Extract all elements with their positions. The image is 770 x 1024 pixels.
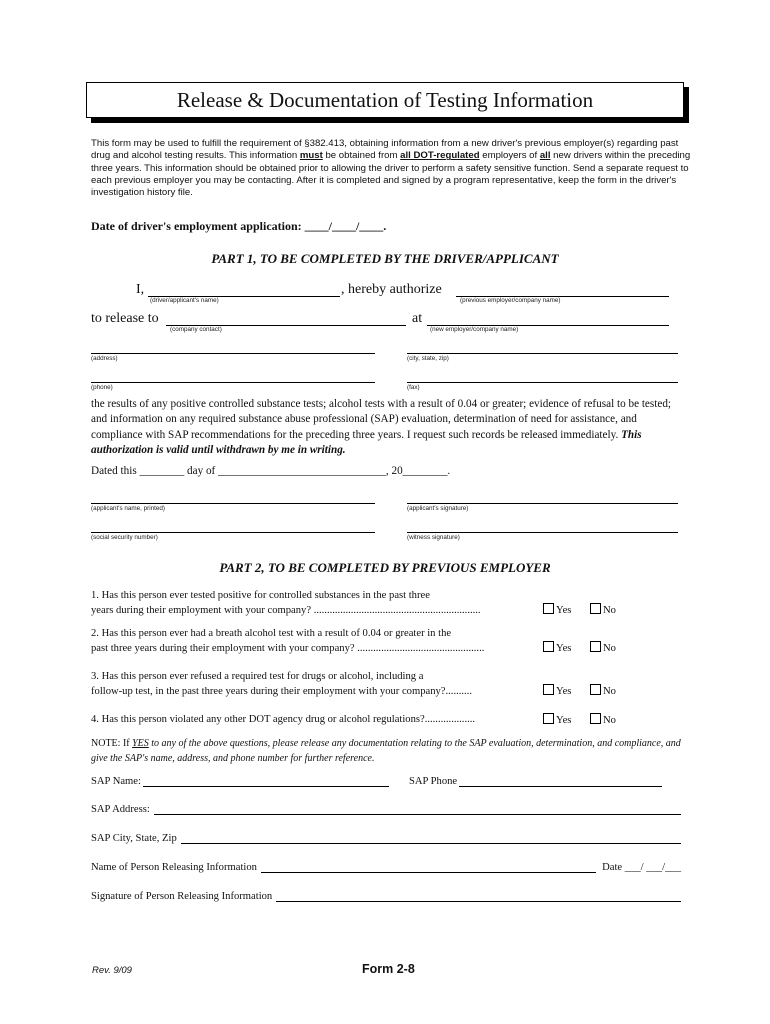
company-contact-caption: (company contact) [170, 326, 222, 333]
question-1: 1. Has this person ever tested positive for controlled substances in the past three years during their employment with your company? ............................................................... [91, 590, 481, 616]
driver-name-caption: (driver/applicant's name) [150, 297, 219, 304]
q4-no-checkbox[interactable] [590, 713, 601, 724]
q1-yes-option[interactable]: Yes [543, 603, 571, 616]
q3-no-option[interactable]: No [590, 684, 616, 697]
part1-heading: PART 1, TO BE COMPLETED BY THE DRIVER/APPLICANT [211, 251, 559, 266]
form-number: Form 2-8 [362, 962, 415, 976]
q1-yes-checkbox[interactable] [543, 603, 554, 614]
dated-this-line: Dated this ________ day of ______________________________, 20________. [91, 465, 451, 477]
form-title-box [86, 82, 684, 118]
question-3: 3. Has this person ever refused a required test for drugs or alcohol, including a follow-up test, in the past three years during their employment with your company?.......... [91, 671, 472, 697]
application-date-label: Date of driver's employment application: ____/____/____. [91, 219, 387, 233]
q3-yes-checkbox[interactable] [543, 684, 554, 695]
authorization-paragraph: the results of any positive controlled substance tests; alcohol tests with a result of 0.04 or greater; evidence of refusal to be tested; and information on any required substance abuse professional (SAP) evaluation, determination of need for assistance, and compliance with SAP recommendations for the preceding three years. I request such records be released immediately. This authorization is valid until withdrawn by me in writing. [91, 398, 672, 456]
witness-caption: (witness signature) [407, 534, 460, 541]
sap-name-field[interactable] [143, 775, 389, 787]
sap-phone-label: SAP Phone [408, 776, 458, 787]
q2-yes-checkbox[interactable] [543, 641, 554, 652]
sap-name-label: SAP Name: [91, 776, 141, 787]
fax-field[interactable] [407, 382, 678, 383]
q2-no-checkbox[interactable] [590, 641, 601, 652]
releasing-signature-row [91, 890, 681, 902]
phone-field[interactable] [91, 382, 375, 383]
part2-heading: PART 2, TO BE COMPLETED BY PREVIOUS EMPLOYER [219, 560, 551, 575]
applicant-name-caption: (applicant's name, printed) [91, 505, 166, 512]
releasing-name-field[interactable] [261, 861, 596, 873]
releasing-signature-label: Signature of Person Releasing Information [91, 891, 273, 902]
sap-name-row [91, 775, 681, 787]
release-to-label: to release to [91, 311, 159, 326]
sap-note: NOTE: If YES to any of the above questions, please release any documentation relating to the SAP evaluation, determination, and compliance, and give the SAP's name, address, and phone number for further reference. [91, 738, 681, 764]
ssn-caption: (social security number) [91, 534, 158, 541]
q1-no-checkbox[interactable] [590, 603, 601, 614]
q2-yes-option[interactable]: Yes [543, 641, 571, 654]
intro-paragraph: This form may be used to fulfill the requirement of §382.413, obtaining information from a new driver's previous employer(s) regarding past drug and alcohol testing results. This information must be obtained from all DOT-regulated employers of all new drivers within the preceding three years. This information should be obtained prior to allowing the driver to perform a safety sensitive function. Send a separate request to each previous employer you may be contacting. After it is completed and signed by a program representative, keep the form in the driver's investigation history file. [91, 138, 691, 199]
q2-no-option[interactable]: No [590, 641, 616, 654]
q1-no-option[interactable]: No [590, 603, 616, 616]
revision-label: Rev. 9/09 [92, 965, 132, 976]
city-state-zip-field[interactable] [407, 353, 678, 354]
phone-caption: (phone) [91, 384, 113, 391]
city-caption: (city, state, zip) [407, 355, 449, 362]
fax-caption: (fax) [407, 384, 420, 391]
q3-no-checkbox[interactable] [590, 684, 601, 695]
sap-city-field[interactable] [181, 832, 681, 844]
address-field[interactable] [91, 353, 375, 354]
q4-yes-option[interactable]: Yes [543, 713, 571, 726]
ssn-field[interactable] [91, 532, 375, 533]
sap-city-row [91, 832, 681, 844]
form-title: Release & Documentation of Testing Information [176, 87, 594, 112]
q3-yes-option[interactable]: Yes [543, 684, 571, 697]
sap-city-label: SAP City, State, Zip [91, 833, 177, 844]
releasing-signature-field[interactable] [276, 890, 681, 902]
release-date-field[interactable]: Date ___/ ___/___ [602, 862, 681, 873]
applicant-name-field[interactable] [91, 503, 375, 504]
at-label: at [412, 311, 423, 326]
address-caption: (address) [91, 355, 118, 362]
releasing-name-label: Name of Person Releasing Information [91, 862, 257, 873]
applicant-signature-caption: (applicant's signature) [407, 505, 469, 512]
question-2: 2. Has this person ever had a breath alcohol test with a result of 0.04 or greater in the past three years during their employment with your company? ................................................ [91, 628, 485, 654]
question-4: 4. Has this person violated any other DOT agency drug or alcohol regulations?................... [91, 714, 476, 725]
authorize-label: , hereby authorize [341, 282, 442, 297]
i-label: I, [136, 282, 145, 297]
sap-address-row [91, 803, 681, 815]
previous-employer-caption: (previous employer/company name) [460, 297, 561, 304]
releasing-name-row [91, 861, 681, 873]
sap-address-field[interactable] [154, 803, 681, 815]
witness-signature-field[interactable] [407, 532, 678, 533]
sap-address-label: SAP Address: [91, 804, 150, 815]
sap-phone-field[interactable] [459, 775, 662, 787]
new-employer-caption: (new employer/company name) [430, 326, 519, 333]
applicant-signature-field[interactable] [407, 503, 678, 504]
q4-yes-checkbox[interactable] [543, 713, 554, 724]
q4-no-option[interactable]: No [590, 713, 616, 726]
